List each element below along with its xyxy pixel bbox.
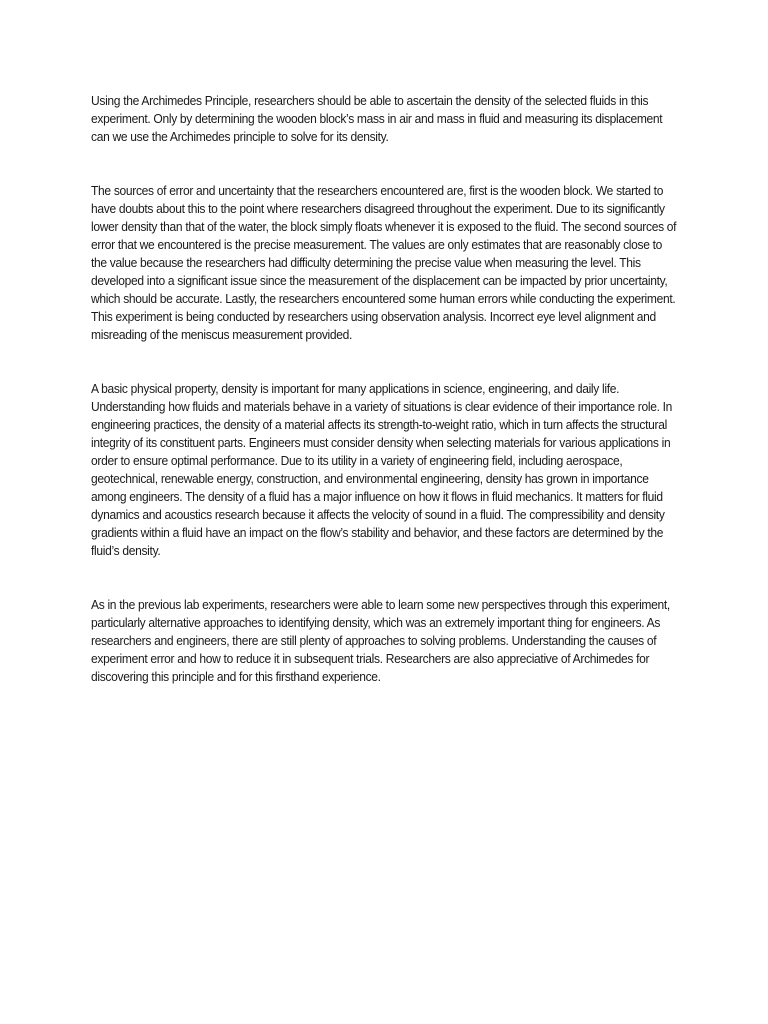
paragraph-sources-of-error: The sources of error and uncertainty that the researchers encountered are, first is the wooden block. We started to have doubts about this to the point where researchers disagreed throughout the experiment. Due to its significantly lower density than that of the water, the block simply floats whenever it is exposed to the fluid. The second sources of error that we encountered is the precise measurement. The values are only estimates that are reasonably close to the value because the researchers had difficulty determining the precise value when measuring the level. This developed into a significant issue since the measurement of the displacement can be impacted by prior uncertainty, which should be accurate. Lastly, the researchers encountered some human errors while conducting the experiment. This experiment is being conducted by researchers using observation analysis. Incorrect eye level alignment and misreading of the meniscus measurement provided. [91,183,677,342]
document-page [91,92,679,722]
paragraph-purpose: Using the Archimedes Principle, researchers should be able to ascertain the density of the selected fluids in this experiment. Only by determining the wooden block’s mass in air and mass in fluid and measuring its displacement can we use the Archimedes principle to solve for its density. [91,93,663,144]
paragraph-importance-of-density: A basic physical property, density is important for many applications in science, engineering, and daily life. Understanding how fluids and materials behave in a variety of situations is clear evidence of their importance role. In engineering practices, the density of a material affects its strength-to-weight ratio, which in turn affects the structural integrity of its constituent parts. Engineers must consider density when selecting materials for various applications in order to ensure optimal performance. Due to its utility in a variety of engineering field, including aerospace, geotechnical, renewable energy, construction, and environmental engineering, density has grown in importance among engineers. The density of a fluid has a major influence on how it flows in fluid mechanics. It matters for fluid dynamics and acoustics research because it affects the velocity of sound in a fluid. The compressibility and density gradients within a fluid have an impact on the flow’s stability and behavior, and these factors are determined by the fluid’s density. [91,381,673,558]
paragraph-conclusion: As in the previous lab experiments, researchers were able to learn some new perspectives through this experiment, particularly alternative approaches to identifying density, which was an extremely important thing for engineers. As researchers and engineers, there are still plenty of approaches to solving problems. Understanding the causes of experiment error and how to reduce it in subsequent trials. Researchers are also appreciative of Archimedes for discovering this principle and for this firsthand experience. [91,597,670,684]
